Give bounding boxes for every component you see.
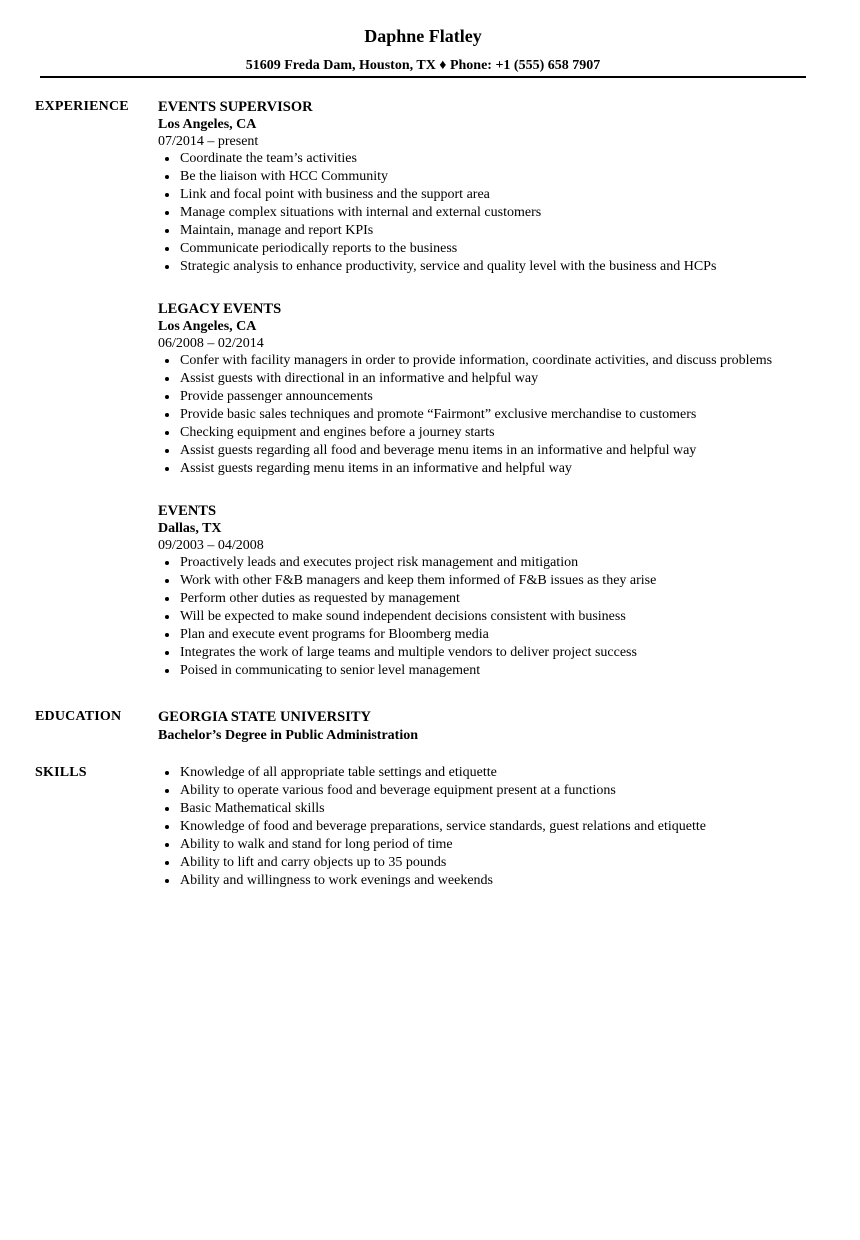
education-body [158,708,828,746]
job-bullet-text: Link and focal point with business and the support area [180,187,490,202]
contact-line: 51609 Freda Dam, Houston, TX ♦ Phone: +1 (555) 658 7907 [245,58,601,73]
skill-text: Knowledge of food and beverage preparations, service standards, guest relations and etiquette [180,819,706,834]
bullet-icon [165,771,169,775]
job-bullet-text: Poised in communicating to senior level management [180,663,481,678]
bullet-icon [165,615,169,619]
bullet-icon [165,579,169,583]
job-bullet [158,442,828,460]
bullet-icon [165,449,169,453]
job-bullet-text: Proactively leads and executes project risk management and mitigation [180,555,579,570]
job-bullet-text: Communicate periodically reports to the business [180,241,458,256]
job-bullet-text: Plan and execute event programs for Bloomberg media [180,627,489,642]
job-bullet [158,572,828,590]
job-title: EVENTS SUPERVISOR [158,99,313,115]
bullet-icon [165,825,169,829]
skill-item [158,764,828,782]
job-bullet-list [158,352,828,478]
job-location: Los Angeles, CA [158,319,257,334]
bullet-icon [165,265,169,269]
job-bullet [158,424,828,442]
skill-text: Knowledge of all appropriate table settings and etiquette [180,765,497,780]
bullet-icon [165,431,169,435]
job-title: EVENTS [158,503,217,519]
job-bullet [158,204,828,222]
skill-item [158,872,828,890]
job-bullet [158,406,828,424]
job-location: Dallas, TX [158,521,222,536]
candidate-name: Daphne Flatley [364,26,482,46]
bullet-icon [165,561,169,565]
school-name: GEORGIA STATE UNIVERSITY [158,709,371,725]
job-bullet [158,608,828,626]
bullet-icon [165,157,169,161]
job-bullet-text: Work with other F&B managers and keep them informed of F&B issues as they arise [180,573,657,588]
job-bullet-text: Provide passenger announcements [180,389,373,404]
bullet-icon [165,467,169,471]
bullet-icon [165,175,169,179]
skill-text: Ability to operate various food and beverage equipment present at a functions [180,783,616,798]
job-entry [158,98,828,276]
skill-text: Ability to lift and carry objects up to 35 pounds [180,855,447,870]
job-bullet-text: Manage complex situations with internal and external customers [180,205,542,220]
job-bullet-text: Maintain, manage and report KPIs [180,223,374,238]
skill-text: Ability to walk and stand for long period of time [180,837,453,852]
job-bullet-text: Assist guests regarding all food and beverage menu items in an informative and helpful way [180,443,697,458]
bullet-icon [165,633,169,637]
job-bullet [158,626,828,644]
bullet-icon [165,597,169,601]
job-bullet-text: Checking equipment and engines before a journey starts [180,425,495,440]
job-bullet-text: Coordinate the team’s activities [180,151,357,166]
job-dates: 07/2014 – present [158,134,259,149]
bullet-icon [165,861,169,865]
experience-body [158,98,828,704]
bullet-icon [165,789,169,793]
section-title-skills: SKILLS [35,765,87,780]
skill-text: Basic Mathematical skills [180,801,325,816]
bullet-icon [165,247,169,251]
bullet-icon [165,395,169,399]
job-bullet-text: Assist guests with directional in an informative and helpful way [180,371,539,386]
skill-item [158,800,828,818]
job-bullet [158,258,828,276]
section-title-experience: EXPERIENCE [35,99,129,114]
bullet-icon [165,359,169,363]
bullet-icon [165,843,169,847]
job-bullet [158,460,828,478]
bullet-icon [165,211,169,215]
job-bullet [158,388,828,406]
job-bullet [158,370,828,388]
header-divider [40,76,806,78]
bullet-icon [165,413,169,417]
skills-list [158,764,828,890]
job-bullet [158,590,828,608]
job-bullet-text: Perform other duties as requested by management [180,591,460,606]
resume-header [40,24,806,75]
bullet-icon [165,669,169,673]
job-bullet-text: Assist guests regarding menu items in an informative and helpful way [180,461,572,476]
skill-item [158,782,828,800]
job-bullet [158,644,828,662]
job-bullet-text: Confer with facility managers in order to provide information, coordinate activities, and discuss problems [180,353,773,368]
job-bullet-text: Integrates the work of large teams and multiple vendors to deliver project success [180,645,637,660]
job-bullet-text: Strategic analysis to enhance productivity, service and quality level with the business and HCPs [180,259,717,274]
skill-item [158,854,828,872]
job-dates: 09/2003 – 04/2008 [158,538,264,553]
bullet-icon [165,807,169,811]
job-dates: 06/2008 – 02/2014 [158,336,264,351]
job-bullet-list [158,554,828,680]
bullet-icon [165,193,169,197]
job-entry [158,502,828,680]
job-bullet-text: Be the liaison with HCC Community [180,169,389,184]
job-bullet-text: Provide basic sales techniques and promote “Fairmont” exclusive merchandise to customers [180,407,697,422]
job-bullet [158,168,828,186]
bullet-icon [165,651,169,655]
job-bullet [158,186,828,204]
skill-item [158,836,828,854]
job-bullet [158,240,828,258]
job-bullet [158,352,828,370]
job-bullet-list [158,150,828,276]
job-bullet [158,554,828,572]
degree-name: Bachelor’s Degree in Public Administration [158,728,419,743]
section-title-education: EDUCATION [35,709,122,724]
bullet-icon [165,879,169,883]
job-entry [158,300,828,478]
skill-text: Ability and willingness to work evenings and weekends [180,873,494,888]
job-location: Los Angeles, CA [158,117,257,132]
bullet-icon [165,229,169,233]
skills-body [158,764,828,890]
job-title: LEGACY EVENTS [158,301,282,317]
job-bullet [158,150,828,168]
job-bullet [158,222,828,240]
job-bullet-text: Will be expected to make sound independent decisions consistent with business [180,609,626,624]
skill-item [158,818,828,836]
job-bullet [158,662,828,680]
bullet-icon [165,377,169,381]
